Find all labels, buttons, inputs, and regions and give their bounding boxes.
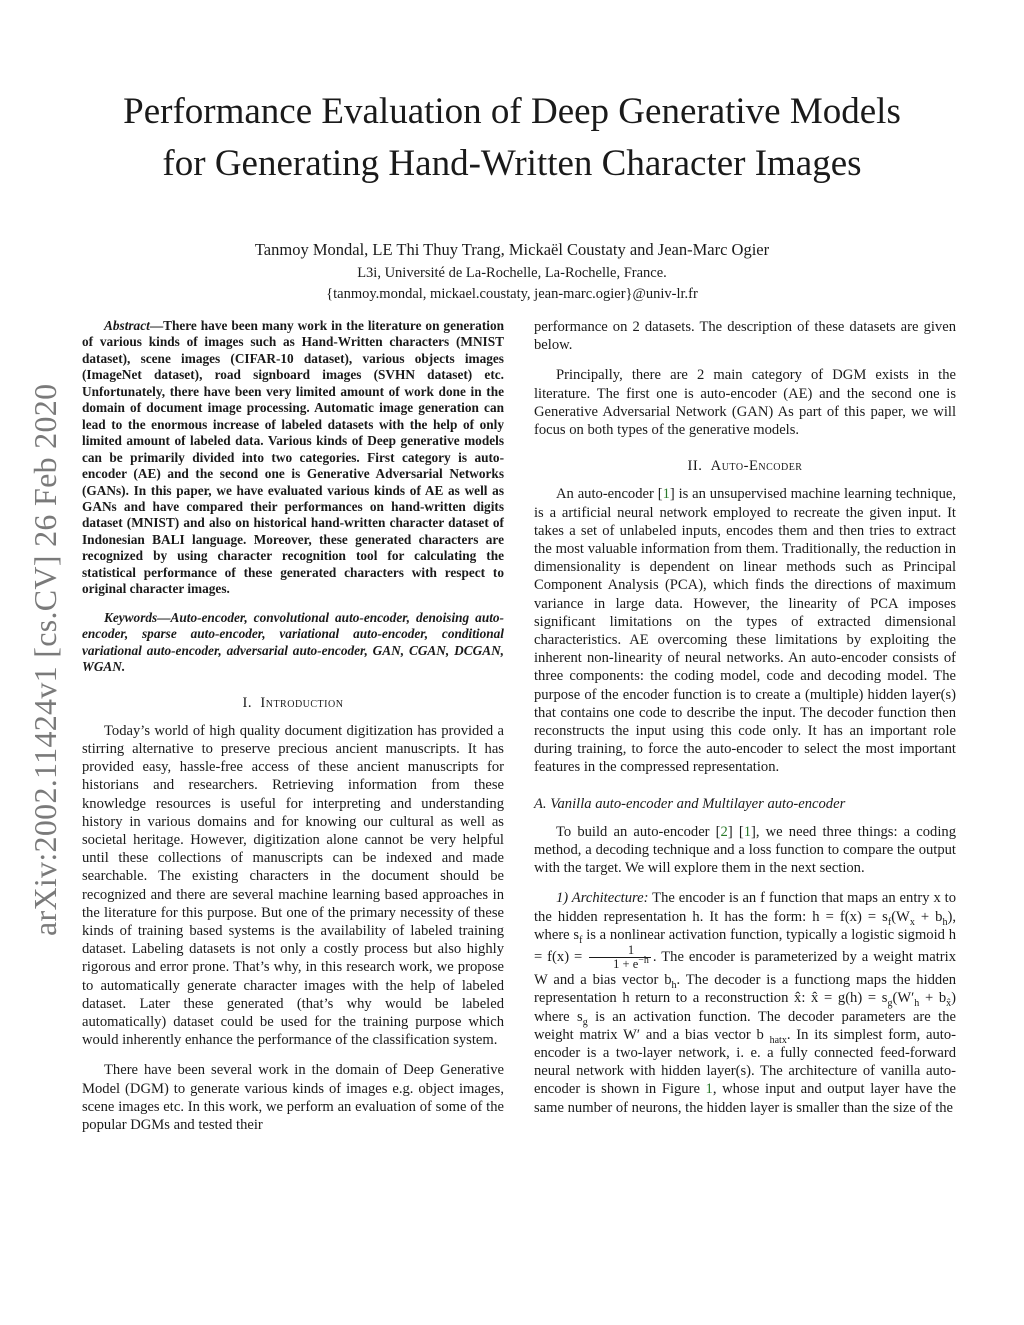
- keywords-text: —Auto-encoder, convolutional auto-encoder, denoising auto-encoder, sparse auto-encoder, variational auto-encoder, conditional variational auto-encoder, adversarial auto-encoder, GAN, CGAN, DCGAN, WGAN.: [82, 609, 504, 675]
- figure-link[interactable]: 1: [705, 1081, 713, 1098]
- citation-link[interactable]: 1: [743, 823, 751, 840]
- intro-paragraph-3: Principally, there are 2 main category of DGM exists in the literature. The first one is auto-encoder (AE) and the second one is Generative Adversarial Network (GAN) As part of this paper, we will focus on both types of the generative models.: [534, 367, 956, 439]
- intro-paragraph-2-continued: performance on 2 datasets. The description of these datasets are given below.: [534, 319, 956, 354]
- authors: Tanmoy Mondal, LE Thi Thuy Trang, Mickaël Coustaty and Jean-Marc Ogier: [254, 240, 770, 259]
- citation-link[interactable]: 1: [662, 486, 670, 503]
- email: {tanmoy.mondal, mickael.coustaty, jean-marc.ogier}@univ-lr.fr: [326, 286, 698, 302]
- architecture-label: 1) Architecture:: [556, 890, 649, 907]
- abstract: [82, 318, 504, 598]
- vanilla-paragraph-1: To build an auto-encoder [2] [1], we need three things: a coding method, a decoding technique and a loss function to compare the output with the target. We will explore them in the next section.: [534, 823, 956, 877]
- section-heading-introduction: I. Introduction: [242, 694, 344, 711]
- title-line-1: Performance Evaluation of Deep Generative Models: [123, 91, 901, 132]
- affiliation: L3i, Université de La-Rochelle, La-Rochelle, France.: [357, 265, 667, 281]
- page-title: [40, 86, 984, 190]
- intro-paragraph-1: Today’s world of high quality document digitization has provided a stirring alternative to preserve precious ancient manuscripts. It has provided easy, hassle-free access of these ancient manuscripts for historians and researchers. Retrieving information from these knowledge resources is useful for interpreting and understanding history in various domains and for knowing our cultural as well as societal heritage. However, digitization alone cannot be very helpful until these collections of manuscripts can be indexed and made searchable. The existing characters in the document should be recognized and there are several machine learning based approaches in the literature for this purpose. But one of the primary necessity of these kinds of training based systems is the availability of labeled training dataset. Labeling datasets is not only a costly process but also highly rigorous and error prone. That’s why, in this research work, we propose to automatically generate character images with the help of labeled dataset. Later these generated (that’s why would be labeled automatically) dataset could be used for the training purpose which would inherently enhance the performance of the classification system.: [82, 722, 504, 1049]
- left-column: [82, 318, 504, 1134]
- abstract-label: Abstract: [104, 318, 150, 333]
- sigmoid-fraction: $\frac{1}{1 + e^{-h}}$: [589, 944, 651, 971]
- intro-paragraph-2: There have been several work in the domain of Deep Generative Model (DGM) to generate various kinds of images e.g. object images, scene images etc. In this work, we perform an evaluation of some of the popular DGMs and tested their: [82, 1062, 504, 1133]
- keywords-label: Keywords: [104, 609, 158, 625]
- architecture-paragraph: 1) Architecture: The encoder is an f function that maps an entry x to the hidden representation h. It has the form: $h = f(x) = s_f(W_x + b_h)$, where $s_f$ is a nonlinear activation function, typically a logistic sigmoid h = f(x) = $\frac{1}{1 + e^{-h}}$ . The encoder is parameterized by a weight matrix W and a bias vector $b_h$. The decoder is a functiong maps the hidden representation h return to a reconstruction x̂: x̂ = $g(h) = s_g(W'_h + b_{x̂})$ where $s_g$ is an activation function. The decoder parameters are the weight matrix W′ and a bias vector b $_{hatx}$. In its simplest form, auto-encoder is a two-layer network, i. e. a fully connected feed-forward neural network with hidden layer(s). The architecture of vanilla auto-encoder is shown in Figure 1, whose input and output layer have the same number of neurons, the hidden layer is smaller than the size of the: [534, 890, 957, 1116]
- section-heading-auto-encoder: II. Auto-Encoder: [687, 458, 803, 475]
- right-column: [534, 318, 956, 1117]
- keywords: [82, 610, 504, 676]
- arxiv-stamp: arXiv:2002.11424v1 [cs.CV] 26 Feb 2020: [27, 383, 63, 936]
- citation-link[interactable]: 2: [720, 823, 728, 840]
- abstract-text: —There have been many work in the literature on generation of various kinds of images such as Hand-Written characters (MNIST dataset), scene images (CIFAR-10 dataset), various objects images (ImageNet dataset), road signboard images (SVHN dataset) etc. Unfortunately, there have been very limited amount of work done in the domain of document image processing. Automatic image generation can lead to the enormous increase of labeled datasets with the help of only limited amount of labeled data. Various kinds of Deep generative models can be primarily divided into two categories. First category is auto-encoder (AE) and the second one is Generative Adversarial Networks (GANs). In this paper, we have evaluated various kinds of AE as well as GANs and have compared their performances on hand-written digits dataset (MNIST) and also on historical hand-written character dataset of Indonesian BALI language. Moreover, these generated characters are recognized by using character recognition tool for calculating the statistical performance of these generated characters with respect to original character images.: [82, 318, 504, 597]
- title-line-2: for Generating Hand-Written Character Images: [162, 143, 862, 184]
- ae-paragraph-1: An auto-encoder [1] is an unsupervised machine learning technique, is a artificial neural network employed to recreate the given input. It takes a set of unlabeled inputs, encodes them and then tries to extract the most valuable information from them. Traditionally, the reduction in dimensionality is dependent on linear methods such as Principal Component Analysis (PCA), which finds the directions of maximum variance in large data. However, the linearity of PCA imposes significant limitations on the types of extracted dimensional characteristics. AE overcoming these limitations by exploiting the inherent non-linearity of neural networks. An auto-encoder consists of three components: the coding model, code and decoding model. The purpose of the encoder function is to create a (multiple) hidden layer(s) that contains one code to describe the input. The decoder function then reconstructs the input using this code only. It has an important role during training, to force the auto-encoder to select the most important features in the compressed representation.: [534, 486, 956, 776]
- subsection-heading-vanilla: A. Vanilla auto-encoder and Multilayer auto-encoder: [534, 795, 846, 812]
